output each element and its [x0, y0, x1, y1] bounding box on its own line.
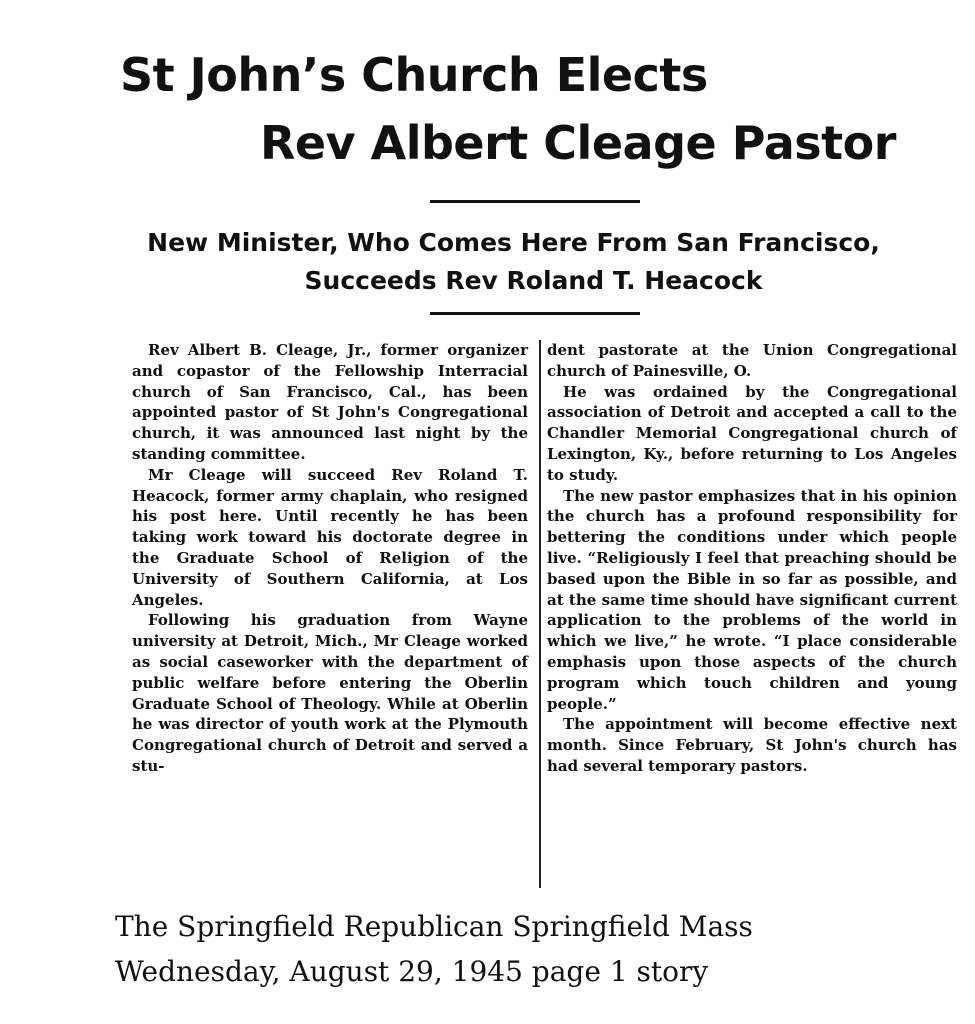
source-caption-line-1: The Springfield Republican Springfield Mass: [115, 910, 753, 943]
article-paragraph: dent pastorate at the Union Congregational church of Painesville, O.: [547, 341, 957, 380]
article-column-left: [132, 340, 528, 777]
subheadline-line-2: Succeeds Rev Roland T. Heacock: [304, 266, 763, 295]
article-paragraph: The appointment will become effective next month. Since February, St John's church has had several temporary pastors.: [547, 715, 957, 775]
headline-line-1: St John’s Church Elects: [120, 48, 708, 102]
article-paragraph: He was ordained by the Congregational association of Detroit and accepted a call to the Chandler Memorial Congregational church of Lexington, Ky., before returning to Los Angeles to study.: [547, 382, 957, 484]
article-paragraph: The new pastor emphasizes that in his opinion the church has a profound responsibility for bettering the conditions under which people live. “Religiously I feel that preaching should be based upon the Bible in so far as possible, and at the same time should have significant current application to the problems of the world in which we live,” he wrote. “I place considerable emphasis upon those aspects of the church program which touch children and young people.”: [547, 486, 957, 713]
source-caption-line-2: Wednesday, August 29, 1945 page 1 story: [115, 955, 709, 988]
article-paragraph: Rev Albert B. Cleage, Jr., former organizer and copastor of the Fellowship Interracial church of San Francisco, Cal., has been appointed pastor of St John's Congregational church, it was announced last night by the standing committee.: [132, 341, 528, 463]
article-paragraph: Mr Cleage will succeed Rev Roland T. Heacock, former army chaplain, who resigned his post here. Until recently he has been taking work toward his doctorate degree in the Graduate School of Religion of the University of Southern California, at Los Angeles.: [132, 465, 528, 609]
subheadline-line-1: New Minister, Who Comes Here From San Francisco,: [147, 228, 880, 257]
article-column-right: [547, 340, 957, 777]
article-paragraph: Following his graduation from Wayne university at Detroit, Mich., Mr Cleage worked as social caseworker with the department of public welfare before entering the Oberlin Graduate School of Theology. While at Oberlin he was director of youth work at the Plymouth Congregational church of Detroit and served a stu-: [132, 611, 528, 775]
column-divider: [539, 340, 541, 888]
headline-line-2: Rev Albert Cleage Pastor: [260, 116, 896, 170]
subheadline-rule: [430, 312, 640, 315]
headline-rule: [430, 200, 640, 203]
